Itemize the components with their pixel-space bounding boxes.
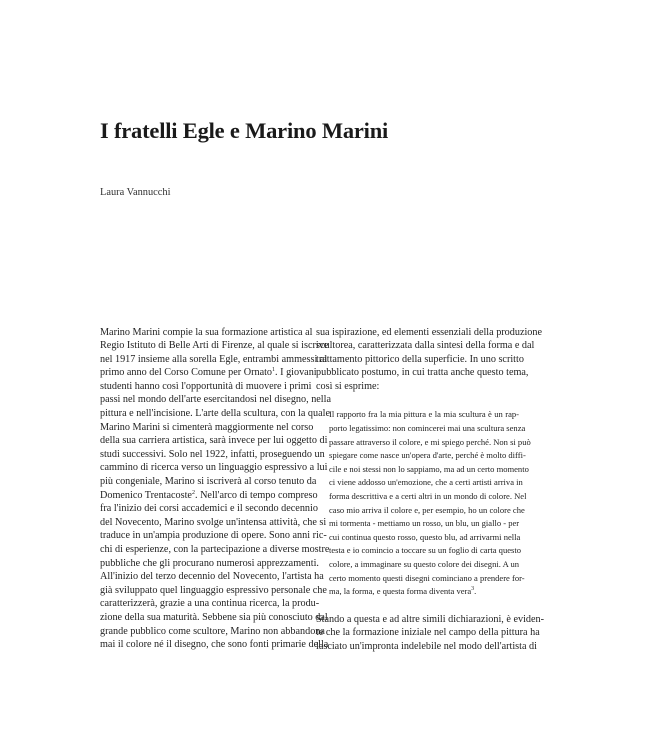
text-line: pubblicato postumo, in cui tratta anche questo tema, [316, 367, 529, 379]
text-line: certo momento questi disegni cominciano a prendere for- [329, 572, 525, 583]
text-line: zione della sua maturità. Sebbene sia più conosciuto dal [100, 611, 328, 623]
text-line: ci viene addosso un'emozione, che a certi artisti arriva in [329, 477, 523, 488]
body-column-right [316, 326, 545, 654]
article-author: Laura Vannucchi [100, 187, 171, 198]
text-line: caratterizzerà, grazie a una continua ricerca, la produ- [100, 598, 320, 610]
text-line: caso mio arriva il colore e, per esempio, ho un colore che [329, 504, 525, 515]
text-line: sua ispirazione, ed elementi essenziali della produzione [316, 326, 543, 338]
text-line: primo anno del Corso Comune per Ornato$^1$. I giovani [100, 367, 317, 379]
text-line: lasciato un'impronta indelebile nel modo dell'artista di [316, 640, 537, 652]
text-line: All'inizio del terzo decennio del Novecento, l'artista ha [100, 571, 324, 583]
text-line: della sua carriera artistica, sarà invece per lui oggetto di [100, 435, 328, 447]
footnote-marker: 2 [191, 489, 195, 496]
text-line: passi nel mondo dell'arte esercitandosi nel disegno, nella [100, 394, 331, 406]
text-line: spiegare come nasce un'opera d'arte, perché è molto diffi- [329, 450, 526, 461]
text-line: chi di esperienze, con la partecipazione a diverse mostre [100, 544, 330, 555]
footnote-marker: 1 [272, 367, 276, 374]
text-line: così si esprime: [316, 380, 380, 392]
text-line: scultorea, caratterizzata dalla sintesi della forma e dal [316, 340, 535, 352]
text-line: cammino di ricerca verso un linguaggio espressivo a lui [100, 462, 328, 474]
text-line: Il rapporto fra la mia pittura e la mia scultura è un rap- [329, 409, 519, 420]
text-line: testa e io comincio a toccare su un foglio di carta questo [329, 545, 522, 556]
text-line: passare attraverso il colore, e mi spiego perché. Non si può [329, 436, 531, 447]
text-line: forma descrittiva e a certi altri in un mondo di colore. Nel [329, 491, 527, 502]
text-line: porto legatissimo: non comincerei mai una scultura senza [329, 423, 526, 434]
text-line: più congeniale, Marino si iscriverà al corso tenuto da [100, 476, 317, 488]
text-line: cile e noi stessi non lo sappiamo, ma ad un certo momento [329, 463, 529, 474]
body-paragraph-intro [316, 326, 543, 394]
footnote-marker: 3 [471, 586, 475, 593]
text-line: colore, a immaginare su questo colore dei disegni. A un [329, 559, 519, 569]
text-line: Marino Marini si cimenterà maggiormente nel corso [100, 421, 314, 433]
text-line: mi tormenta - mettiamo un rosso, un blu, un giallo - per [329, 518, 520, 529]
text-line: fra l'inizio dei corsi accademici e il secondo decennio [100, 503, 318, 515]
text-line: ma, la forma, e questa forma diventa vera$^3$. [329, 586, 477, 597]
text-line: Domenico Trentacoste$^2$. Nell'arco di tempo compreso [100, 489, 318, 501]
text-line: studi successivi. Solo nel 1922, infatti, proseguendo un [100, 448, 325, 460]
text-line: cui continua questo rosso, questo blu, ad arrivarmi nella [329, 531, 521, 542]
text-line: Stando a questa e ad altre simili dichiarazioni, è eviden- [316, 613, 545, 625]
text-line: pittura e nell'incisione. L'arte della scultura, con la quale [100, 408, 330, 420]
article-title: I fratelli Egle e Marino Marini [100, 118, 389, 143]
text-line: Regio Istituto di Belle Arti di Firenze, al quale si iscrive [100, 340, 329, 352]
text-line: grande pubblico come scultore, Marino non abbandona [100, 625, 325, 637]
text-line: già sviluppato quel linguaggio espressivo personale che [100, 584, 327, 596]
text-line: te che la formazione iniziale nel campo della pittura ha [316, 627, 540, 639]
body-paragraph-outro [316, 613, 545, 654]
text-line: mai il colore né il disegno, che sono fonti primarie della [100, 639, 329, 651]
text-line: studenti hanno così l'opportunità di muovere i primi [100, 380, 312, 392]
text-line: Marino Marini compie la sua formazione artistica al [100, 326, 313, 338]
text-line: trattamento pittorico della superficie. In uno scritto [316, 353, 524, 365]
text-line: del Novecento, Marino svolge un'intensa attività, che si [100, 516, 327, 528]
text-line: pubbliche che gli procurano numerosi apprezzamenti. [100, 557, 319, 569]
block-quote [329, 408, 531, 598]
body-column-left [100, 326, 331, 652]
text-line: traduce in un'ampia produzione di opere. Sono anni ric- [100, 530, 327, 542]
text-line: nel 1917 insieme alla sorella Egle, entrambi ammessi al [100, 353, 328, 365]
